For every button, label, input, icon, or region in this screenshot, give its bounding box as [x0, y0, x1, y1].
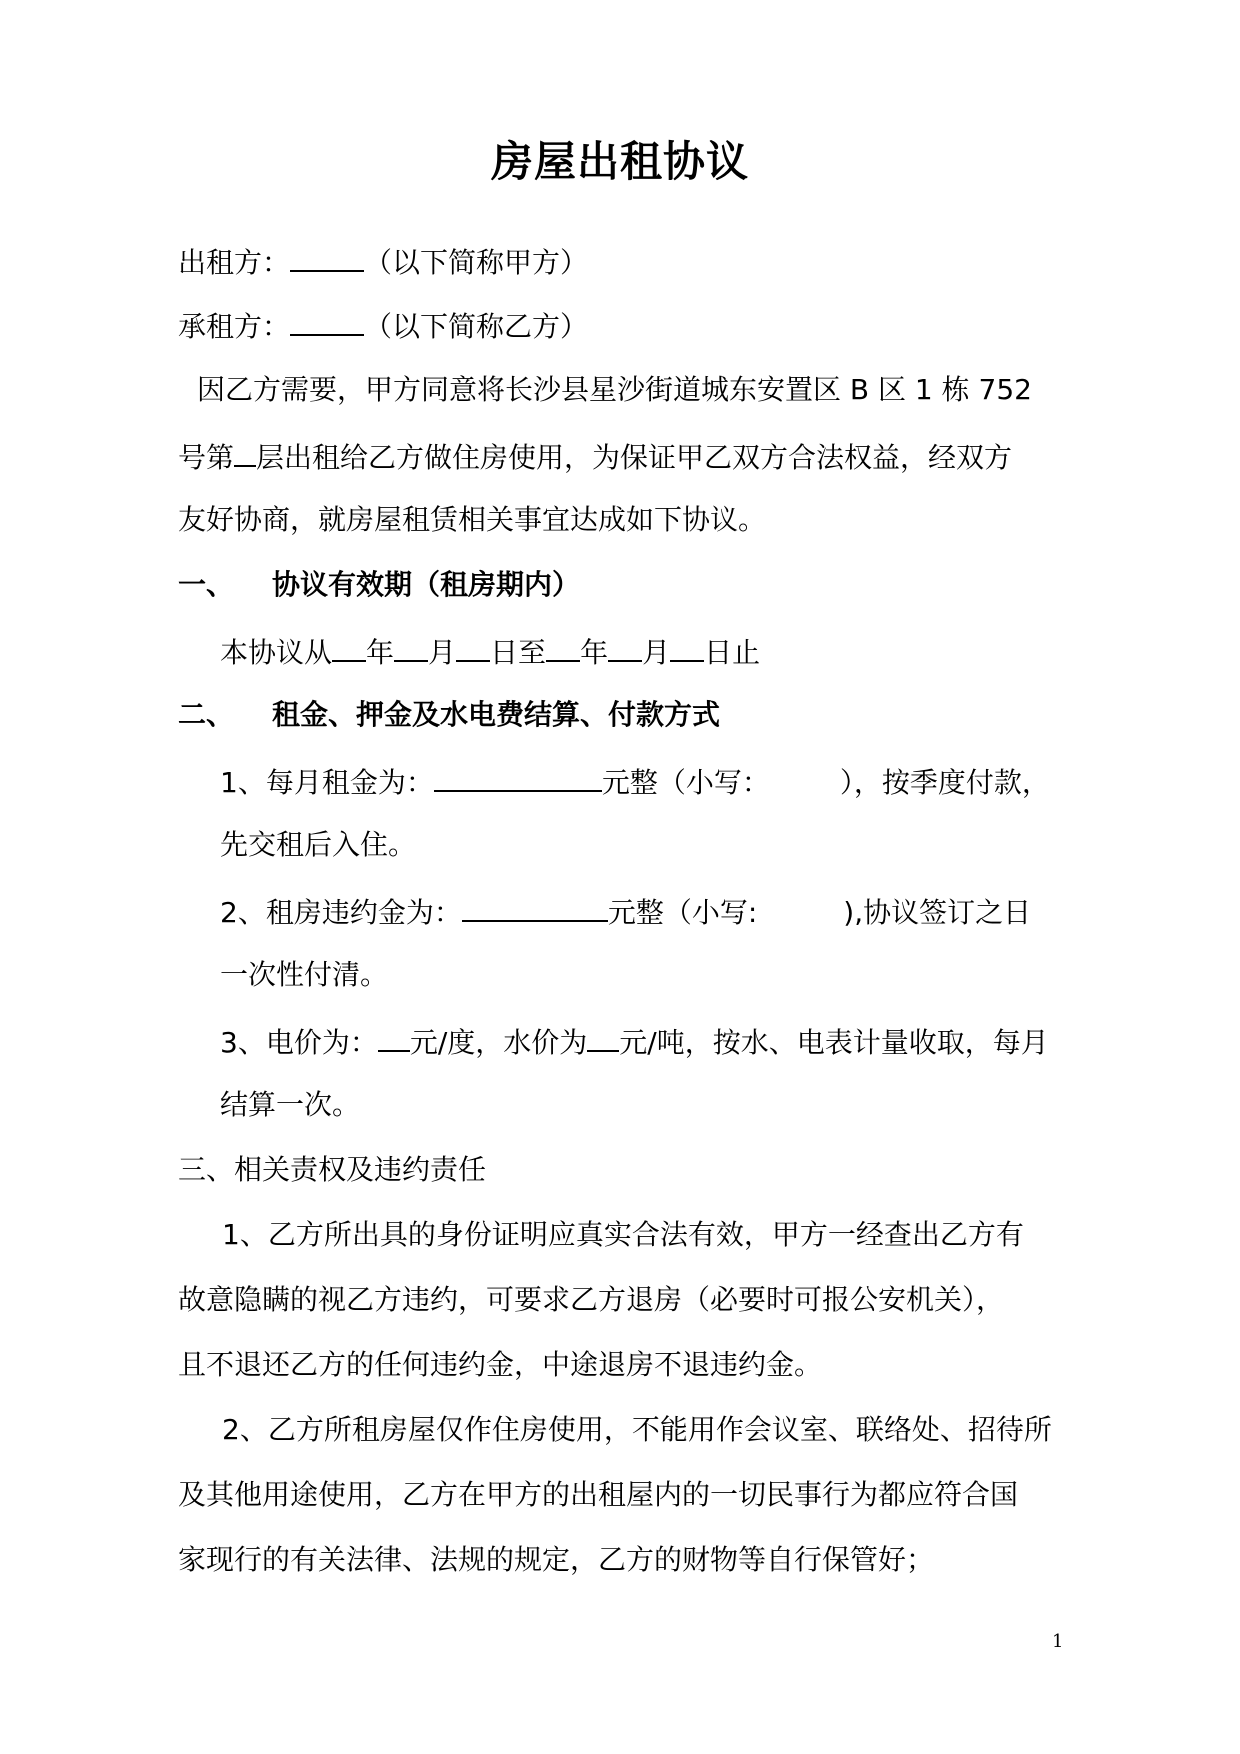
- penalty-payment-terms: ),协议签订之日: [843, 896, 1032, 929]
- day-end-label: 日止: [704, 636, 761, 669]
- page-number: 1: [1052, 1631, 1064, 1652]
- month-label-2: 月: [642, 636, 671, 669]
- rent-amount-label: 元整（小写：: [601, 766, 770, 799]
- start-year-blank[interactable]: [332, 630, 366, 662]
- lessee-line: [178, 304, 588, 347]
- penalty-blank[interactable]: [462, 890, 608, 922]
- lessor-label: 出租方：: [178, 246, 291, 279]
- clause-1-line-2: 故意隐瞒的视乙方违约，可要求乙方退房（必要时可报公安机关），: [178, 1283, 1005, 1316]
- utility-terms: 元/吨，按水、电表计量收取，每月: [619, 1026, 1049, 1059]
- penalty-amount-label: 元整（小写:: [607, 896, 758, 929]
- clause-2-line-3: 家现行的有关法律、法规的规定，乙方的财物等自行保管好；: [178, 1543, 935, 1576]
- floor-blank[interactable]: [234, 435, 256, 467]
- section-1-title: 协议有效期（租房期内）: [272, 568, 581, 601]
- section-2-number: 二、: [178, 698, 235, 731]
- end-day-blank[interactable]: [670, 630, 704, 662]
- validity-label: 本协议从: [220, 636, 333, 669]
- intro-line-1: 因乙方需要，甲方同意将长沙县星沙街道城东安置区 B 区 1 栋 752: [197, 373, 1032, 406]
- month-label-1: 月: [428, 636, 457, 669]
- electricity-label: 3、电价为：: [220, 1026, 378, 1059]
- lessee-suffix: （以下简称乙方）: [364, 310, 589, 343]
- lessee-blank[interactable]: [290, 304, 364, 336]
- lessor-suffix: （以下简称甲方）: [364, 246, 589, 279]
- penalty-label: 2、租房违约金为：: [220, 896, 462, 929]
- penalty-clause-line-2: 一次性付清。: [220, 958, 389, 991]
- document-title: 房屋出租协议: [490, 137, 749, 186]
- section-1-heading: [178, 565, 580, 605]
- lessor-blank[interactable]: [290, 240, 364, 272]
- rent-clause-label: 1、每月租金为：: [220, 766, 434, 799]
- intro-line-2-end: 层出租给乙方做住房使用，为保证甲乙双方合法权益，经双方: [256, 441, 1013, 474]
- year-label-1: 年: [366, 636, 395, 669]
- intro-line-3: 友好协商，就房屋租赁相关事宜达成如下协议。: [178, 503, 767, 536]
- clause-1-line-1: 1、乙方所出具的身份证明应真实合法有效，甲方一经查出乙方有: [222, 1218, 1024, 1251]
- water-label: 元/度，水价为: [409, 1026, 588, 1059]
- rent-payment-terms: ），按季度付款，: [839, 766, 1050, 799]
- section-3-heading: 三、相关责权及违约责任: [178, 1153, 487, 1186]
- utility-clause-line-2: 结算一次。: [220, 1088, 361, 1121]
- end-year-blank[interactable]: [546, 630, 580, 662]
- lessee-label: 承租方：: [178, 310, 291, 343]
- penalty-clause-line-1: [220, 890, 1031, 933]
- intro-line-2-start: 号第: [178, 441, 235, 474]
- validity-line: [220, 630, 760, 673]
- rent-clause-line-2: 先交租后入住。: [220, 828, 417, 861]
- clause-1-line-3: 且不退还乙方的任何违约金，中途退房不退违约金。: [178, 1348, 823, 1381]
- start-day-blank[interactable]: [456, 630, 490, 662]
- start-month-blank[interactable]: [394, 630, 428, 662]
- section-2-title: 租金、押金及水电费结算、付款方式: [272, 698, 721, 731]
- lessor-line: [178, 240, 588, 283]
- water-price-blank[interactable]: [587, 1020, 619, 1052]
- rent-clause-line-1: [220, 760, 1050, 803]
- clause-2-line-2: 及其他用途使用，乙方在甲方的出租屋内的一切民事行为都应符合国: [178, 1478, 1019, 1511]
- day-to-label: 日至: [490, 636, 547, 669]
- clause-2-line-1: 2、乙方所租房屋仅作住房使用，不能用作会议室、联络处、招待所: [222, 1413, 1052, 1446]
- electricity-price-blank[interactable]: [378, 1020, 410, 1052]
- section-1-number: 一、: [178, 568, 235, 601]
- end-month-blank[interactable]: [608, 630, 642, 662]
- intro-line-2: [178, 435, 1012, 478]
- utility-clause-line-1: [220, 1020, 1049, 1063]
- monthly-rent-blank[interactable]: [434, 760, 602, 792]
- year-label-2: 年: [580, 636, 609, 669]
- section-2-heading: [178, 695, 720, 735]
